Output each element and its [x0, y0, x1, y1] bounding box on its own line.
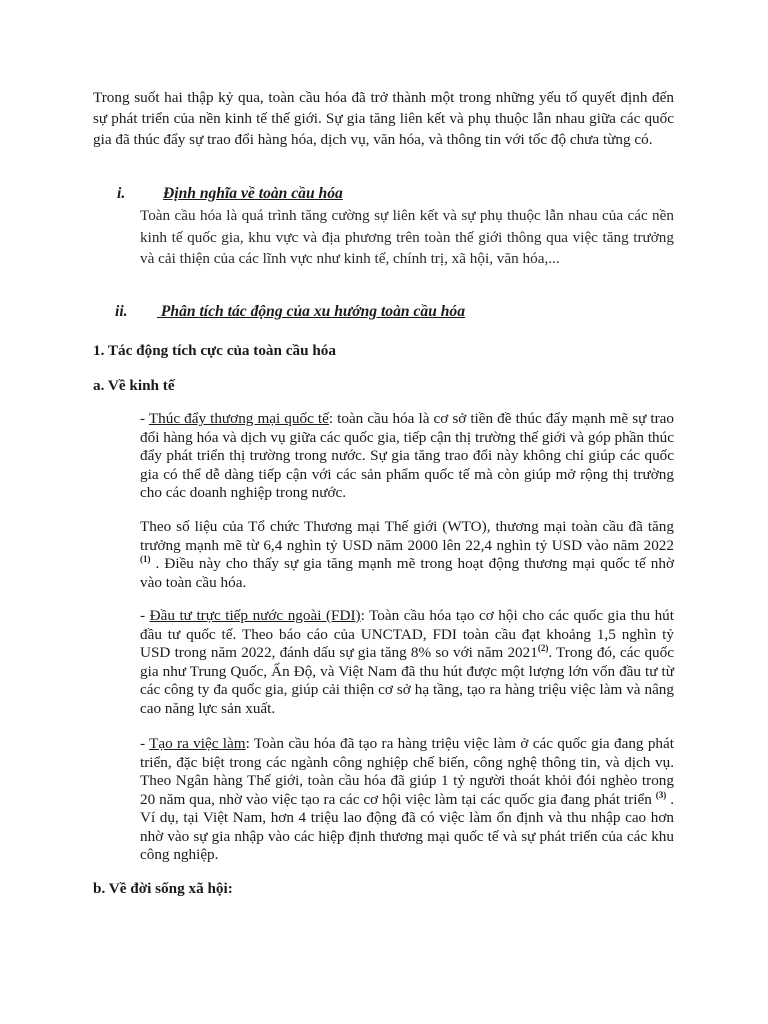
fdi-text-after: . Trong đó, các quốc gia như Trung Quốc, Ấn Độ, và Việt Nam đã thu hút được một lượng lớn vốn đầu tư từ các công ty đa quốc gia, giúp cải thiện cơ sở hạ tầng, tạo ra hàng triệu việc làm và nâng cao năng lực sản xuất. [140, 644, 674, 717]
paragraph-fdi [140, 607, 674, 718]
term-trade: Thúc đẩy thương mại quốc tế [148, 410, 329, 427]
bullet-dash: - [140, 607, 150, 624]
jobs-text-before: : Toàn cầu hóa đã tạo ra hàng triệu việc làm ở các quốc gia đang phát triển, đặc biệt trong các ngành công nghiệp chế biến, công nghệ thông tin, và dịch vụ. Theo Ngân hàng Thế giới, toàn cầu hóa đã giúp 1 tỷ người thoát khỏi đói nghèo trong 20 năm qua, nhờ vào việc tạo ra các cơ hội việc làm tại các quốc gia đang phát triển [140, 735, 674, 808]
heading-positive-impacts: 1. Tác động tích cực của toàn cầu hóa [93, 342, 336, 359]
wto-text-after: . Điều này cho thấy sự gia tăng mạnh mẽ trong hoạt động thương mại quốc tế nhờ vào toàn cầu hóa. [140, 555, 674, 591]
trade-text: : toàn cầu hóa là cơ sở tiền đề thúc đẩy mạnh mẽ sự trao đổi hàng hóa và dịch vụ giữa các quốc gia, tiếp cận thị trường thế giới và góp phần thúc đẩy phát triển thị trường trong nước. Sự gia tăng trao đổi này không chỉ giúp các quốc gia có thể dễ dàng tiếp cận với các sản phẩm quốc tế mà còn giúp mở rộng thị trường cho các doanh nghiệp trong nước. [140, 410, 675, 501]
fdi-text-before: : Toàn cầu hóa tạo cơ hội cho các quốc gia thu hút đầu tư quốc tế. Theo báo cáo của UNCTAD, FDI toàn cầu đạt khoảng 1,5 nghìn tỷ USD trong năm 2022, đánh dấu sự gia tăng 8% so với năm 2021 [140, 607, 674, 661]
section-title: Định nghĩa về toàn cầu hóa [163, 185, 343, 202]
term-fdi: Đầu tư trực tiếp nước ngoài (FDI) [149, 607, 361, 624]
paragraph-jobs [140, 735, 674, 865]
footnote-ref: (3) [655, 789, 667, 800]
bullet-dash: - [140, 410, 149, 427]
definition-paragraph: Toàn cầu hóa là quá trình tăng cường sự liên kết và sự phụ thuộc lẫn nhau của các nền kinh tế quốc gia, khu vực và địa phương trên toàn thế giới thông qua việc tăng trưởng và cải thiện của các lĩnh vực như kinh tế, chính trị, xã hội, văn hóa,... [140, 207, 674, 268]
section-number: ii. [115, 303, 128, 320]
wto-text-before: Theo số liệu của Tổ chức Thương mại Thế giới (WTO), thương mại toàn cầu đã tăng trưởng mạnh mẽ từ 6,4 nghìn tỷ USD năm 2000 lên 22,4 nghìn tỷ USD vào năm 2022 [140, 518, 674, 554]
jobs-text-after: . Ví dụ, tại Việt Nam, hơn 4 triệu lao động đã có việc làm ổn định và thu nhập cao hơn nhờ vào sự gia nhập vào các hiệp định thương mại quốc tế và sự phát triển của các khu công nghiệp. [140, 790, 675, 863]
heading-economy: a. Về kinh tế [93, 377, 175, 394]
intro-paragraph: Trong suốt hai thập kỷ qua, toàn cầu hóa đã trở thành một trong những yếu tố quyết định đến sự phát triển của nền kinh tế thế giới. Sự gia tăng liên kết và phụ thuộc lẫn nhau giữa các quốc gia đã thúc đẩy sự trao đổi hàng hóa, dịch vụ, văn hóa, và thông tin với tốc độ chưa từng có. [93, 89, 674, 149]
section-title: Phân tích tác động của xu hướng toàn cầu hóa [157, 303, 465, 320]
bullet-dash: - [140, 735, 150, 752]
paragraph-wto [140, 518, 674, 592]
section-number: i. [117, 185, 126, 202]
paragraph-trade [140, 410, 674, 503]
footnote-ref: (1) [140, 554, 151, 564]
footnote-ref: (2) [537, 643, 549, 653]
term-jobs: Tạo ra việc làm [149, 735, 246, 752]
heading-society: b. Về đời sống xã hội: [93, 880, 233, 897]
